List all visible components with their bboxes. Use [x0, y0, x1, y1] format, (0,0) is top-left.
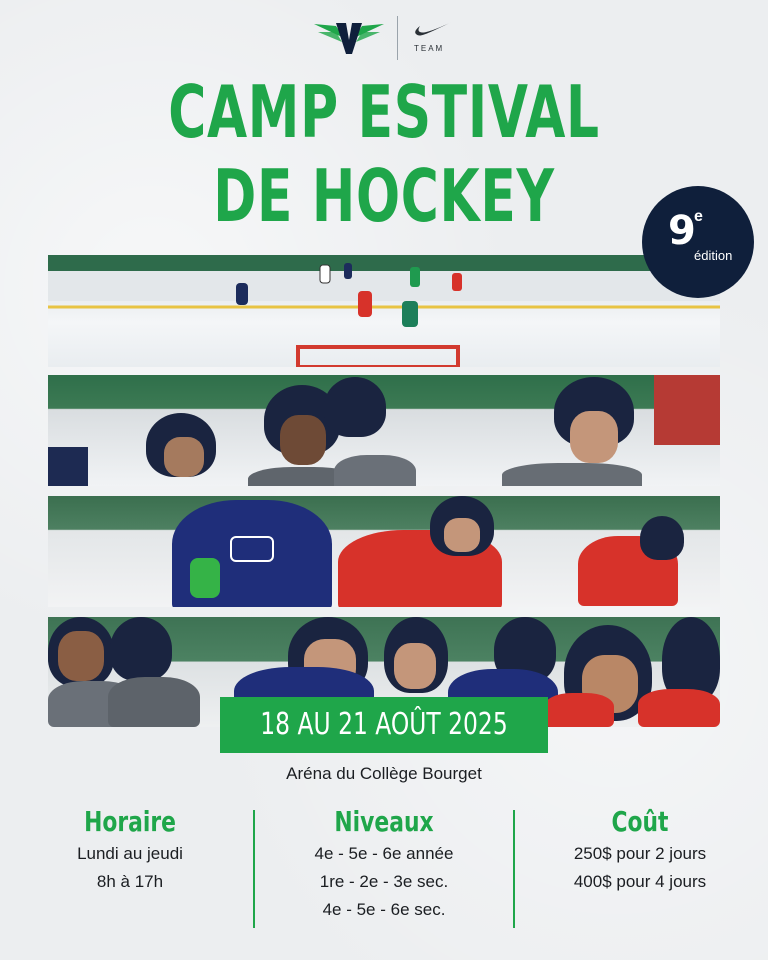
column-divider [253, 810, 255, 928]
levels-heading: Niveaux [334, 805, 434, 838]
event-dates-banner [220, 697, 548, 753]
edition-badge [642, 186, 754, 298]
edition-label: édition [694, 248, 733, 263]
cost-heading: Coût [611, 805, 669, 838]
cost-line: 250$ pour 2 jours [573, 844, 707, 863]
edition-superscript: e [694, 208, 703, 225]
schedule-line: 8h à 17h [96, 872, 164, 891]
levels-column [256, 804, 512, 924]
logo-header [0, 14, 768, 62]
title-line-1: CAMP ESTIVAL [168, 70, 600, 154]
nike-team-logo [414, 20, 460, 60]
schedule-heading: Horaire [84, 805, 176, 838]
player-helmet [324, 377, 386, 437]
edition-number: 9 [668, 208, 696, 254]
photo-players-jerseys [48, 496, 720, 607]
levels-line: 4e - 5e - 6e sec. [322, 900, 446, 919]
levels-line: 1re - 2e - 3e sec. [319, 872, 449, 891]
levels-line: 4e - 5e - 6e année [314, 844, 454, 863]
photo-players-helmets-1 [48, 375, 720, 486]
event-venue: Aréna du Collège Bourget [286, 764, 482, 783]
event-dates: 18 AU 21 AOÛT 2025 [260, 707, 508, 742]
team-label: TEAM [414, 44, 445, 53]
schedule-column [2, 804, 258, 896]
schedule-line: Lundi au jeudi [77, 844, 183, 863]
photo-rink-overview [48, 255, 720, 367]
nike-swoosh-icon [414, 20, 454, 38]
cost-column [512, 804, 768, 896]
v-wings-logo [314, 20, 384, 56]
rink-illustration [48, 255, 720, 367]
logo-divider [397, 16, 398, 60]
cost-line: 400$ pour 4 jours [573, 872, 707, 891]
title-line-2: DE HOCKEY [213, 154, 555, 238]
